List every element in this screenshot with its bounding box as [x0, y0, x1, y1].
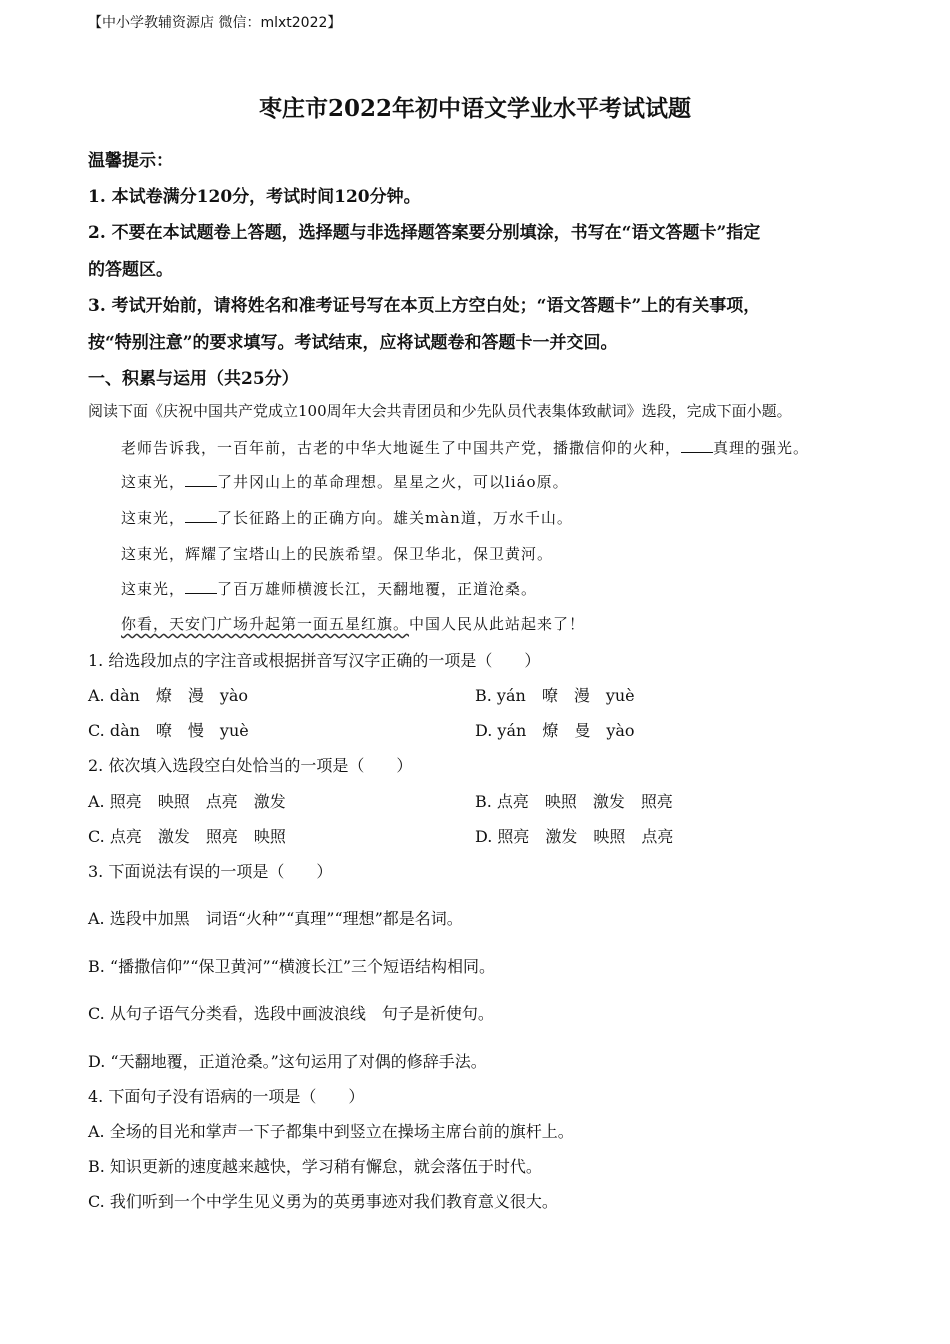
tip-line-2: 2. 不要在本试题卷上答题，选择题与非选择题答案要分别填涂，书写在“语文答题卡”指定 — [88, 223, 761, 243]
section-heading: 一、积累与运用（共25分） — [88, 369, 299, 389]
passage-text: 这束光， — [121, 580, 186, 598]
tip-line-4: 3. 考试开始前，请将姓名和准考证号写在本页上方空白处；“语文答题卡”上的有关事项， — [88, 296, 761, 316]
passage-text: 老师告诉我，一百年前，古老的中华大地诞生了中国共产党，播撒信仰的火种， — [121, 439, 682, 457]
q2-option-c: C. 点亮 激发 照亮 映照 — [88, 827, 286, 846]
passage-text: 了井冈山上的革命理想。星星之火，可以liáo原。 — [217, 473, 569, 491]
fill-blank — [185, 508, 217, 523]
page-title: 枣庄市2022年初中语文学业水平考试试题 — [258, 95, 691, 122]
q2-option-a: A. 照亮 映照 点亮 激发 — [88, 792, 286, 811]
passage-text: 了百万雄师横渡长江，天翻地覆，正道沧桑。 — [217, 580, 538, 598]
fill-blank — [185, 579, 217, 594]
q2-option-d: D. 照亮 激发 映照 点亮 — [475, 827, 674, 846]
passage-text: 中国人民从此站起来了！ — [409, 615, 586, 633]
q4-option-c: C. 我们听到一个中学生见义勇为的英勇事迹对我们教育意义很大。 — [88, 1192, 558, 1211]
tip-line-1: 1. 本试卷满分120分，考试时间120分钟。 — [88, 187, 421, 207]
question-4-stem: 4. 下面句子没有语病的一项是（ ） — [88, 1087, 365, 1106]
question-3-stem: 3. 下面说法有误的一项是（ ） — [88, 862, 333, 881]
passage-text: 这束光，辉耀了宝塔山上的民族希望。保卫华北，保卫黄河。 — [121, 545, 554, 563]
q1-option-b: B. yán 嘹 漫 yuè — [475, 686, 635, 705]
fill-blank — [185, 472, 217, 487]
q4-option-b: B. 知识更新的速度越来越快，学习稍有懈怠，就会落伍于时代。 — [88, 1157, 542, 1176]
passage-line-6 — [121, 613, 585, 634]
q4-option-a: A. 全场的目光和掌声一下子都集中到竖立在操场主席台前的旗杆上。 — [88, 1122, 574, 1141]
fill-blank — [681, 438, 713, 453]
question-2-stem: 2. 依次填入选段空白处恰当的一项是（ ） — [88, 756, 413, 775]
q3-option-a: A. 选段中加黑 词语“火种”“真理”“理想”都是名词。 — [88, 909, 463, 928]
passage-line-2 — [121, 471, 569, 492]
passage-line-1 — [121, 437, 809, 458]
q2-option-b: B. 点亮 映照 激发 照亮 — [475, 792, 673, 811]
wavy-underlined-sentence: 你看，天安门广场升起第一面五星红旗。 — [121, 615, 410, 633]
q1-option-d: D. yán 燎 曼 yào — [475, 721, 635, 740]
passage-line-4 — [121, 543, 553, 564]
question-1-stem: 1. 给选段加点的字注音或根据拼音写汉字正确的一项是（ ） — [88, 651, 541, 670]
tip-line-5: 按“特别注意”的要求填写。考试结束，应将试题卷和答题卡一并交回。 — [88, 333, 618, 353]
tips-heading: 温馨提示： — [88, 151, 173, 171]
q1-option-c: C. dàn 嘹 慢 yuè — [88, 721, 249, 740]
header-note: 【中小学教辅资源店 微信：mlxt2022】 — [88, 15, 342, 31]
passage-text: 了长征路上的正确方向。雄关màn道，万水千山。 — [217, 509, 573, 527]
q3-option-c: C. 从句子语气分类看，选段中画波浪线 句子是祈使句。 — [88, 1004, 494, 1023]
passage-line-5 — [121, 578, 537, 599]
passage-line-3 — [121, 507, 573, 528]
q3-option-d: D. “天翻地覆，正道沧桑。”这句运用了对偶的修辞手法。 — [88, 1052, 487, 1071]
q1-option-a: A. dàn 燎 漫 yào — [88, 686, 249, 705]
passage-text: 真理的强光。 — [713, 439, 810, 457]
tip-line-3: 的答题区。 — [88, 260, 173, 280]
passage-text: 这束光， — [121, 473, 186, 491]
passage-text: 这束光， — [121, 509, 186, 527]
q3-option-b: B. “播撒信仰”“保卫黄河”“横渡长江”三个短语结构相同。 — [88, 957, 496, 976]
reading-intro: 阅读下面《庆祝中国共产党成立100周年大会共青团员和少先队员代表集体致献词》选段，完成下面小题。 — [88, 402, 792, 420]
